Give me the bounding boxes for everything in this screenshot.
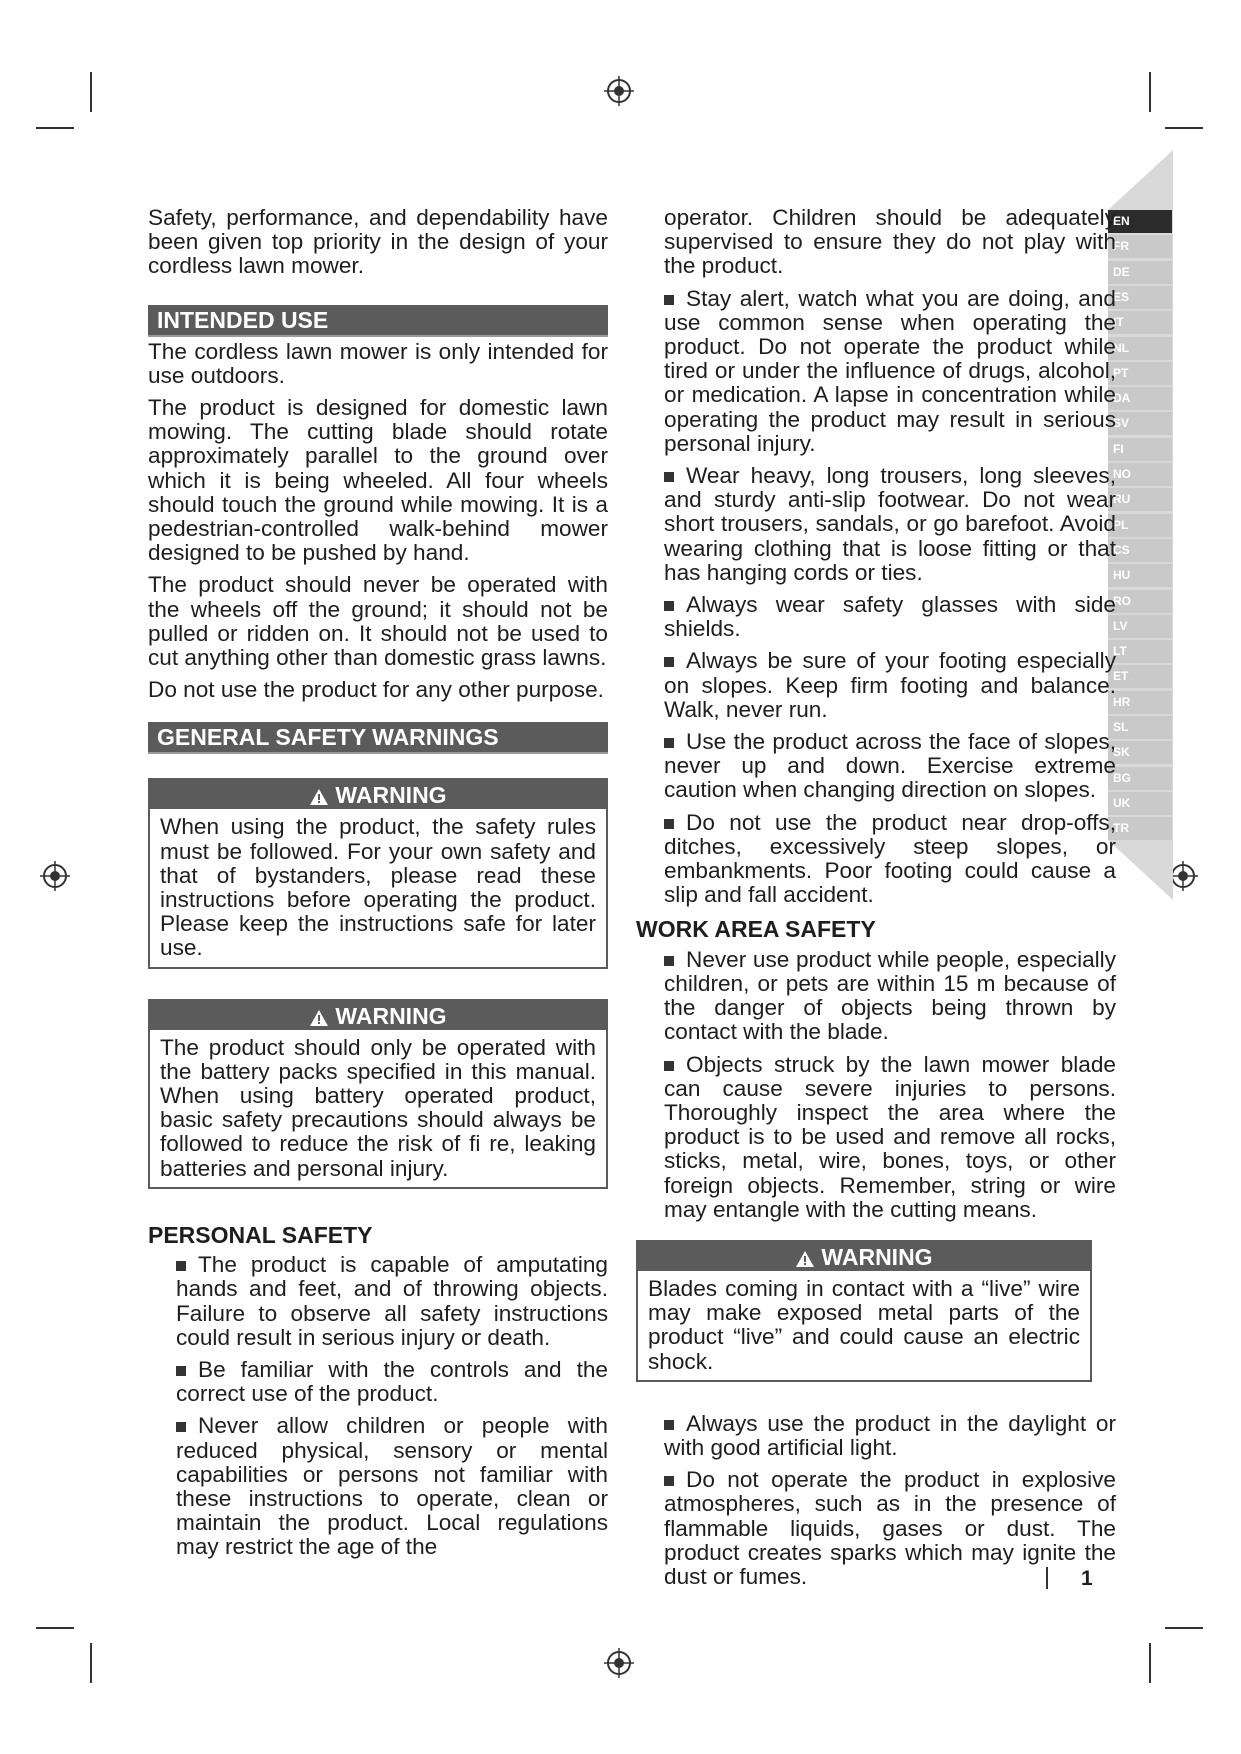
right-column (636, 206, 1116, 1597)
list-item: Stay alert, watch what you are doing, and use common sense when operating the product. Do not operate the product while tired or under the influence of drugs, alcohol, or medication. A lapse in concentration while operating the product may result in serious personal injury. (664, 285, 1116, 456)
bullet-square-icon (664, 819, 674, 829)
list-item: The product is capable of amputating hands and feet, and of throwing objects. Failure to observe all safety instructions could result in serious injury or death. (176, 1252, 608, 1350)
paragraph: The cordless lawn mower is only intended for use outdoors. (148, 338, 608, 388)
language-tab-es[interactable]: ES (1108, 286, 1172, 309)
page-number: 1 (1081, 1567, 1093, 1590)
bullet-square-icon (664, 472, 674, 482)
language-tab-lt[interactable]: LT (1108, 640, 1172, 663)
bullet-square-icon (664, 1476, 674, 1486)
language-tab-de[interactable]: DE (1108, 261, 1172, 284)
work-area-heading: WORK AREA SAFETY (636, 916, 876, 943)
warning-box (636, 1240, 1092, 1382)
language-tab-sk[interactable]: SK (1108, 741, 1172, 764)
bullet-square-icon (176, 1366, 186, 1376)
bullet-square-icon (664, 1061, 674, 1071)
work-area-list-continued (636, 1412, 1116, 1589)
language-tab-tr[interactable]: TR (1108, 817, 1172, 840)
registration-mark-icon (604, 76, 634, 106)
warning-triangle-icon (309, 788, 329, 806)
warning-triangle-icon (795, 1250, 815, 1268)
list-item: Always wear safety glasses with side shields. (664, 592, 1116, 642)
intro-paragraph: Safety, performance, and dependability have been given top priority in the design of your cordless lawn mower. (148, 205, 608, 279)
language-tab-nl[interactable]: NL (1108, 337, 1172, 360)
language-tab-pt[interactable]: PT (1108, 362, 1172, 385)
crop-mark (1149, 1643, 1151, 1683)
left-column (148, 206, 608, 1568)
crop-mark (1165, 1627, 1203, 1629)
personal-safety-heading: PERSONAL SAFETY (148, 1221, 373, 1248)
warning-label: WARNING (335, 1002, 447, 1029)
paragraph: The product is designed for domestic lawn mowing. The cutting blade should rotate approximately parallel to the ground over which it is being wheeled. All four wheels should touch the ground while mowing. It is a pedestrian-controlled walk-behind mower designed to be pushed by hand. (148, 395, 608, 566)
crop-mark (90, 1643, 92, 1683)
language-tab-et[interactable]: ET (1108, 665, 1172, 688)
warning-text: The product should only be operated with the battery packs specified in this manual. When using battery operated product, basic safety precautions should always be followed to reduce the risk of fi re, leaking batteries and personal injury. (160, 1034, 596, 1181)
list-item: Be familiar with the controls and the correct use of the product. (176, 1356, 608, 1407)
bullet-square-icon (664, 601, 674, 611)
list-item: Wear heavy, long trousers, long sleeves, and sturdy anti-slip footwear. Do not wear short trousers, sandals, or go barefoot. Avoid wearing clothing that is loose fitting or that has hanging cords or ties. (664, 463, 1116, 585)
language-tab-fr[interactable]: FR (1108, 235, 1172, 258)
crop-mark (90, 72, 92, 112)
warning-text: Blades coming in contact with a “live” wire may make exposed metal parts of the product “live” and could cause an electric shock. (648, 1275, 1080, 1374)
language-tab-cs[interactable]: CS (1108, 539, 1172, 562)
warning-header (150, 1001, 606, 1030)
bullet-square-icon (664, 956, 674, 966)
paragraph: Do not use the product for any other purpose. (148, 677, 604, 703)
warning-text: When using the product, the safety rules must be followed. For your own safety and that of bystanders, please read these instructions before operating the product. Please keep the instructions safe for later use. (160, 814, 596, 961)
page-number-divider (1046, 1567, 1048, 1589)
language-tab-lv[interactable]: LV (1108, 615, 1172, 638)
list-item: Always be sure of your footing especially on slopes. Keep firm footing and balance. Walk, never run. (664, 648, 1116, 722)
intended-use-heading: INTENDED USE (148, 305, 608, 337)
language-tab-it[interactable]: IT (1108, 311, 1172, 334)
language-tab-no[interactable]: NO (1108, 463, 1172, 486)
list-item: Do not use the product near drop-offs, ditches, excessively steep slopes, or embankments. Poor footing could cause a slip and fall accident. (664, 809, 1116, 908)
bullet-square-icon (176, 1261, 186, 1271)
registration-mark-icon (604, 1648, 634, 1678)
language-tab-bg[interactable]: BG (1108, 767, 1172, 790)
work-area-list (636, 948, 1116, 1222)
personal-safety-list (148, 1253, 608, 1559)
warning-triangle-icon (309, 1009, 329, 1027)
warning-box (148, 999, 608, 1189)
bullet-square-icon (664, 657, 674, 667)
language-tab-fi[interactable]: FI (1108, 438, 1172, 461)
list-item: Use the product across the face of slopes, never up and down. Exercise extreme caution when changing direction on slopes. (664, 729, 1116, 803)
crop-mark (36, 1627, 74, 1629)
bullet-square-icon (664, 1420, 674, 1430)
crop-mark (36, 127, 74, 129)
list-item: Objects struck by the lawn mower blade can cause severe injuries to persons. Thoroughly inspect the area where the product is to be used and remove all rocks, sticks, metal, wire, bones, toys, or other foreign objects. Remember, string or wire may entangle with the cutting means. (664, 1051, 1116, 1222)
language-tab-ro[interactable]: RO (1108, 590, 1172, 613)
language-tab-da[interactable]: DA (1108, 387, 1172, 410)
bullet-square-icon (664, 738, 674, 748)
list-item: Never use product while people, especially children, or pets are within 15 m because of the danger of objects being thrown by contact with the blade. (664, 946, 1116, 1045)
crop-mark (1149, 72, 1151, 112)
language-tab-hu[interactable]: HU (1108, 564, 1172, 587)
language-tab-strip (1108, 150, 1173, 900)
list-item: Always use the product in the daylight or with good artificial light. (664, 1410, 1116, 1460)
list-item: Never allow children or people with reduced physical, sensory or mental capabilities or persons not familiar with these instructions to operate, clean or maintain the product. Local regulations may restrict the age of the (176, 1413, 608, 1560)
registration-mark-icon (40, 861, 70, 891)
warning-label: WARNING (335, 782, 447, 809)
language-tab-pl[interactable]: PL (1108, 514, 1172, 537)
warning-header (638, 1242, 1090, 1271)
warning-header (150, 780, 606, 809)
warning-box (148, 778, 608, 968)
crop-mark (1165, 127, 1203, 129)
language-tab-sv[interactable]: SV (1108, 412, 1172, 435)
list-item: Do not operate the product in explosive atmospheres, such as in the presence of flammable liquids, gases or dust. The product creates sparks which may ignite the dust or fumes. (664, 1467, 1116, 1589)
warning-label: WARNING (821, 1243, 933, 1270)
language-tab-hr[interactable]: HR (1108, 691, 1172, 714)
language-tab-ru[interactable]: RU (1108, 488, 1172, 511)
bullet-square-icon (664, 295, 674, 305)
paragraph: The product should never be operated with the wheels off the ground; it should not be pulled or ridden on. It should not be used to cut anything other than domestic grass lawns. (148, 572, 608, 671)
personal-safety-list-continued (636, 206, 1116, 907)
bullet-square-icon (176, 1422, 186, 1432)
language-tab-uk[interactable]: UK (1108, 792, 1172, 815)
list-item-continued: operator. Children should be adequately supervised to ensure they do not play with the product. (664, 205, 1116, 279)
general-safety-heading: GENERAL SAFETY WARNINGS (148, 722, 608, 754)
language-tab-sl[interactable]: SL (1108, 716, 1172, 739)
language-tab-en[interactable]: EN (1108, 210, 1172, 233)
